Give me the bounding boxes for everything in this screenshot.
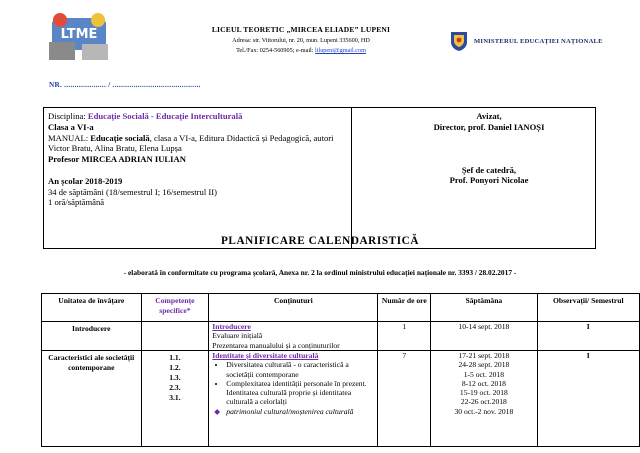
- weeks-line: 34 de săptămâni (18/semestrul I; 16/semestrul II): [48, 186, 217, 197]
- course-info: [48, 111, 348, 208]
- header-contents: Conținuturi: [209, 294, 378, 322]
- ministry-brand: [449, 30, 603, 52]
- info-box: [43, 107, 596, 249]
- class-line: Clasa a VI-a: [48, 121, 94, 132]
- teacher-line: Profesor MIRCEA ADRIAN IULIAN: [48, 154, 186, 165]
- week-entry: 10-14 sept. 2018: [458, 322, 510, 331]
- ministry-name: MINISTERUL EDUCAȚIEI NAȚIONALE: [474, 37, 603, 45]
- approval-block: [394, 111, 584, 186]
- competence-item: 1.2.: [169, 363, 181, 372]
- competence-item: 1.1.: [169, 353, 181, 362]
- header-hours: Număr de ore: [378, 294, 431, 322]
- bullet-item: • Complexitatea identității personale în prezent. Identitatea culturală proprie și identitatea culturală a celorlalți: [226, 379, 377, 407]
- planning-table: [41, 293, 640, 447]
- content-bullets: [212, 360, 377, 406]
- svg-text:LTME: LTME: [60, 27, 98, 42]
- header-unit: Unitatea de învățare: [42, 294, 142, 322]
- week-entry: 15-19 oct. 2018: [459, 388, 508, 398]
- discipline-label: Disciplina:: [48, 111, 88, 121]
- row-contents: [209, 322, 378, 351]
- manual-line: [48, 133, 348, 155]
- table-row: [42, 322, 640, 351]
- info-divider: [351, 108, 352, 248]
- row-unit: Caracteristici ale societății contemporane: [42, 351, 142, 447]
- row-contents: [209, 351, 378, 447]
- row-semester: I: [537, 322, 639, 351]
- row-weeks: [431, 322, 537, 351]
- registration-number: NR. .................... / ..........................................: [49, 81, 201, 89]
- page-subtitle: - elaborată în conformitate cu programa școlară, Anexa nr. 2 la ordinul ministrului educației naționale nr. 3393 / 28.02.2017 -: [123, 268, 517, 277]
- hours-line: 1 oră/săptămână: [48, 197, 105, 208]
- email-link[interactable]: ltlupeni@gmail.com: [315, 47, 366, 54]
- manual-title: Educație socială: [90, 132, 150, 143]
- header-notes: Observații/ Semestrul: [537, 294, 639, 322]
- competence-item: 2.3.: [169, 383, 181, 392]
- week-entry: 30 oct.-2 nov. 2018: [454, 406, 514, 416]
- approved-label: Avizat,: [476, 111, 502, 121]
- chair-label: Șef de catedră,: [461, 164, 517, 175]
- header-week: Săptămâna: [431, 294, 537, 322]
- diamond-bullet-icon: ◆: [214, 406, 221, 416]
- manual-prefix: MANUAL:: [48, 132, 91, 143]
- week-entry: 1-5 oct. 2018: [463, 369, 505, 379]
- director-name: Director, prof. Daniel IANOȘI: [433, 121, 545, 132]
- school-logo: [46, 8, 112, 64]
- school-contact: [176, 46, 426, 57]
- row-hours: 1: [378, 322, 431, 351]
- school-year: An școlar 2018-2019: [48, 175, 123, 186]
- sub-item-text: patrimoniul cultural/moștenirea culturală: [226, 406, 354, 416]
- manual-details: , clasa a VI-a, Editura Didactică și Pedagogică, autori Victor Bratu, Alina Bratu, Elena Lupșa: [48, 132, 334, 154]
- row-semester: I: [537, 351, 639, 447]
- school-name: LICEUL TEORETIC „MIRCEA ELIADE” LUPENI: [211, 25, 391, 34]
- sub-item: [212, 407, 377, 416]
- content-line: Evaluare inițială: [212, 331, 263, 341]
- school-address: Adresa: str. Viitorului, nr. 20, mun. Lupeni 335600, HD: [232, 36, 370, 44]
- week-entry: 22-26 oct.2018: [460, 397, 507, 407]
- week-entry: 24-28 sept. 2018: [458, 360, 510, 370]
- discipline-line: [48, 111, 348, 122]
- week-entry: 8-12 oct. 2018: [461, 378, 506, 388]
- competence-item: 1.3.: [169, 373, 181, 382]
- row-competences: [141, 351, 209, 447]
- content-line: Prezentarea manualului și a conținuturilor: [212, 340, 340, 350]
- content-title: Identitate și diversitate culturală: [212, 351, 319, 360]
- chair-name: Prof. Ponyori Nicolae: [449, 175, 529, 186]
- bullet-item: • Diversitatea culturală - o caracteristică a societății contemporane: [226, 360, 377, 379]
- discipline-value: Educație Socială - Educație Interculturală: [87, 111, 243, 121]
- content-title: Introducere: [212, 322, 251, 331]
- school-header: [176, 25, 426, 57]
- row-hours: 7: [378, 351, 431, 447]
- row-unit: Introducere: [42, 322, 142, 351]
- header-competences: Competențe specifice*: [141, 294, 209, 322]
- competence-item: 3.1.: [169, 393, 181, 402]
- row-weeks: [431, 351, 537, 447]
- table-header-row: [42, 294, 640, 322]
- table-row: [42, 351, 640, 447]
- coat-of-arms-icon: [449, 30, 469, 52]
- page-title: PLANIFICARE CALENDARISTICĂ: [220, 235, 420, 247]
- contact-prefix: Tel./Fax: 0254-560905; e-mail:: [236, 47, 316, 54]
- row-competences: [141, 322, 209, 351]
- week-entry: 17-21 sept. 2018: [458, 351, 510, 360]
